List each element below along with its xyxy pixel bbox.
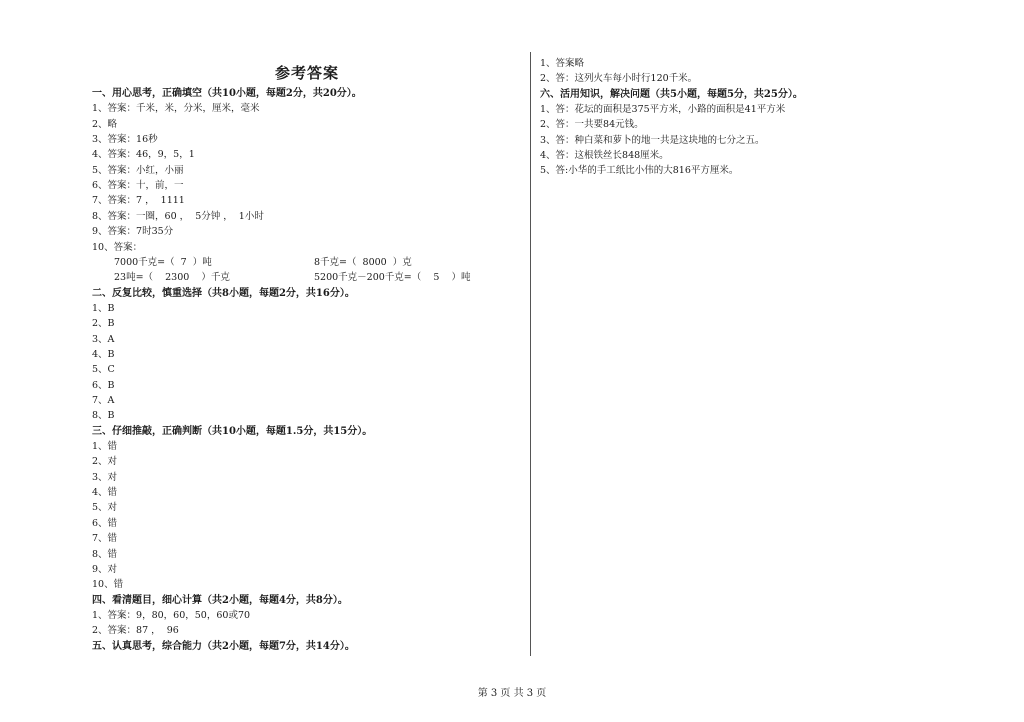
answer-line-second: 8千克=（ 8000 ）克 bbox=[314, 256, 412, 268]
answer-line: 4、B bbox=[92, 348, 115, 360]
page-footer: 第 3 页 共 3 页 bbox=[477, 688, 547, 699]
answer-line-second: 5200千克－200千克=（ 5 ）吨 bbox=[314, 272, 471, 284]
answer-line: 5、答:小华的手工纸比小伟的大816平方厘米。 bbox=[540, 165, 739, 177]
answer-line: 6、B bbox=[92, 379, 115, 391]
answer-line: 2、答：这列火车每小时行120千米。 bbox=[540, 73, 698, 85]
answer-line: 9、对 bbox=[92, 563, 118, 575]
answer-line: 4、答：这根铁丝长848厘米。 bbox=[540, 150, 669, 162]
answer-line: 1、答案：9，80，60，50，60或70 bbox=[92, 609, 251, 621]
answer-line: 8、B bbox=[92, 410, 115, 422]
answer-line: 6、答案：十，前，一 bbox=[92, 180, 184, 192]
answer-line: 9、答案：7时35分 bbox=[92, 226, 174, 238]
section-heading: 六、活用知识，解决问题（共5小题，每题5分，共25分）。 bbox=[540, 88, 803, 100]
answer-line: 2、对 bbox=[92, 456, 118, 468]
answer-line: 23吨=（ 2300 ）千克 bbox=[114, 272, 230, 284]
answer-line: 3、答：种白菜和萝卜的地一共是这块地的七分之五。 bbox=[540, 134, 765, 146]
section-heading: 三、仔细推敲，正确判断（共10小题，每题1.5分，共15分）。 bbox=[92, 425, 373, 437]
answer-line: 1、B bbox=[92, 302, 115, 314]
answer-line: 5、对 bbox=[92, 502, 118, 514]
answer-line: 3、A bbox=[92, 333, 115, 345]
answer-line: 3、对 bbox=[92, 471, 118, 483]
column-divider bbox=[530, 52, 531, 656]
answer-line: 8、错 bbox=[92, 548, 118, 560]
answer-line: 1、答：花坛的面积是375平方米，小路的面积是41平方米 bbox=[540, 104, 786, 116]
answer-line: 1、答案略 bbox=[540, 58, 585, 69]
answer-line: 7、错 bbox=[92, 533, 118, 545]
answer-line: 4、错 bbox=[92, 487, 118, 499]
answer-line: 7、答案：7 ， 1111 bbox=[92, 195, 185, 207]
answer-line: 8、答案：一圈，60 ， 5分钟 ， 1小时 bbox=[92, 210, 264, 222]
answer-line: 10、错 bbox=[92, 579, 124, 591]
answer-line: 5、C bbox=[92, 364, 115, 376]
answer-line: 7、A bbox=[92, 395, 115, 406]
answer-line: 7000千克=（ 7 ）吨 bbox=[114, 256, 212, 268]
answer-line: 2、略 bbox=[92, 118, 118, 130]
section-heading: 四、看清题目，细心计算（共2小题，每题4分，共8分）。 bbox=[92, 594, 348, 606]
answer-line: 2、答：一共要84元钱。 bbox=[540, 119, 644, 131]
answer-line: 3、答案：16秒 bbox=[92, 134, 158, 146]
section-heading: 二、反复比较，慎重选择（共8小题，每题2分，共16分）。 bbox=[92, 287, 355, 299]
answer-line: 5、答案：小红，小丽 bbox=[92, 164, 184, 176]
answer-line: 1、错 bbox=[92, 441, 118, 453]
answer-line: 1、答案：千米，米，分米，厘米，毫米 bbox=[92, 103, 260, 115]
section-heading: 一、用心思考，正确填空（共10小题，每题2分，共20分）。 bbox=[92, 88, 362, 99]
answer-line: 2、答案：87 ， 96 bbox=[92, 625, 179, 637]
page-title: 参考答案 bbox=[274, 64, 339, 82]
answer-line: 10、答案： bbox=[92, 241, 143, 253]
section-heading: 五、认真思考，综合能力（共2小题，每题7分，共14分）。 bbox=[92, 640, 355, 652]
answer-line: 6、错 bbox=[92, 517, 118, 529]
answer-line: 4、答案：46，9，5，1 bbox=[92, 149, 195, 161]
answer-line: 2、B bbox=[92, 318, 115, 330]
